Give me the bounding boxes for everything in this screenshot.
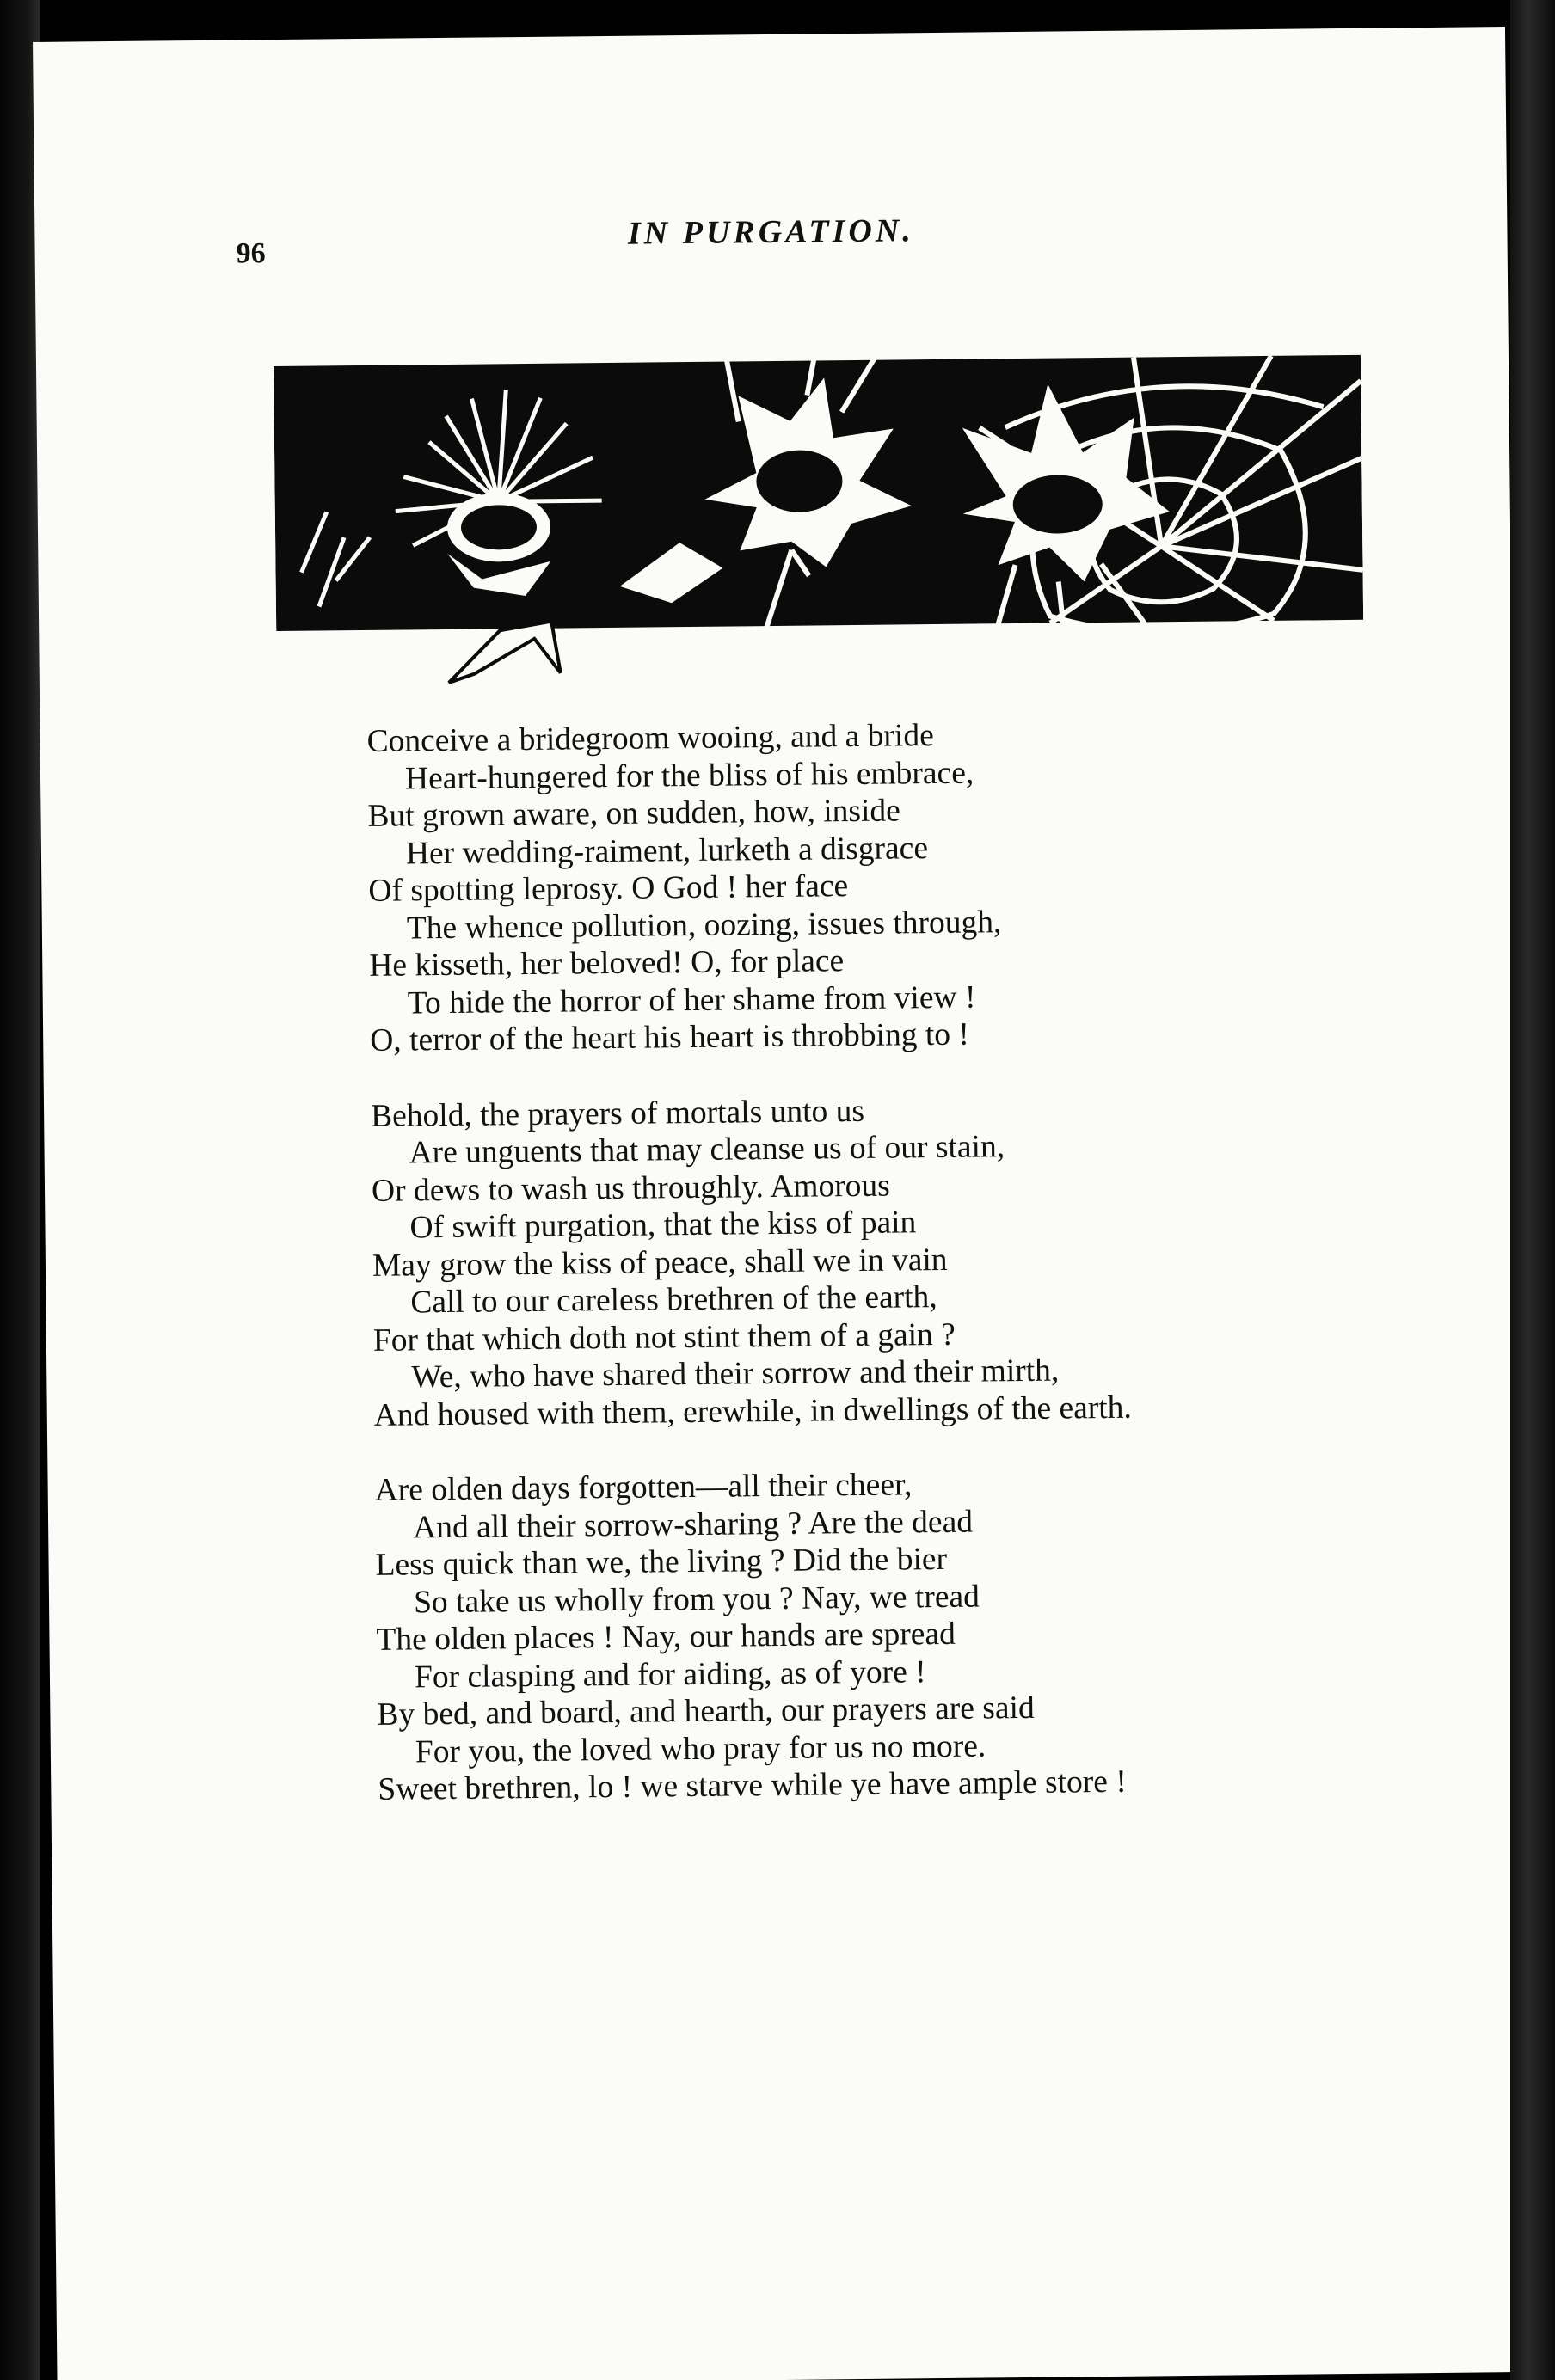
page-left-shadow	[0, 0, 40, 2380]
poem-line: O, terror of the heart his heart is throbbing to !	[370, 1016, 970, 1058]
poem-stanza	[366, 712, 1402, 1059]
poem-line: But grown aware, on sudden, how, inside	[367, 793, 901, 834]
thistle-woodcut-icon	[273, 286, 1364, 693]
poem-line: He kisseth, her beloved! O, for place	[369, 943, 845, 984]
poem-line: For you, the loved who pray for us no more.	[415, 1727, 986, 1770]
book-spine-shadow	[1510, 0, 1555, 2380]
poem-line: The whence pollution, oozing, issues through,	[406, 904, 1002, 946]
page-number: 96	[236, 237, 266, 270]
poem-line: Or dews to wash us throughly. Amorous	[371, 1168, 890, 1209]
poem-line: Are olden days forgotten—all their cheer,	[374, 1467, 913, 1508]
poem-line: For that which doth not stint them of a gain ?	[372, 1316, 956, 1359]
book-page	[33, 27, 1529, 2380]
poem-stanza	[371, 1087, 1406, 1434]
poem-line: Sweet brethren, lo ! we starve while ye have ample store !	[378, 1764, 1128, 1807]
poem-line: Of swift purgation, that the kiss of pain	[409, 1205, 917, 1246]
poem-line: And all their sorrow-sharing ? Are the dead	[412, 1504, 974, 1545]
poem-stanza	[374, 1461, 1410, 1808]
poem-line: Of spotting leprosy. O God ! her face	[368, 868, 849, 909]
poem-body	[366, 712, 1411, 1846]
poem-line: Her wedding-raiment, lurketh a disgrace	[405, 830, 929, 871]
poem-line: May grow the kiss of peace, shall we in vain	[372, 1242, 948, 1284]
poem-line: Less quick than we, the living ? Did the bier	[375, 1541, 948, 1583]
poem-line: Call to our careless brethren of the earth,	[410, 1279, 937, 1321]
poem-line: By bed, and board, and hearth, our prayers are said	[377, 1690, 1035, 1733]
poem-line: Behold, the prayers of mortals unto us	[370, 1093, 865, 1134]
poem-line: Heart-hungered for the bliss of his embrace,	[404, 755, 974, 796]
poem-line: For clasping and for aiding, as of yore !	[414, 1653, 926, 1695]
poem-line: Conceive a bridegroom wooing, and a bride	[366, 718, 934, 759]
poem-line: And housed with them, erewhile, in dwellings of the earth.	[373, 1389, 1133, 1433]
poem-line: To hide the horror of her shame from view !	[407, 979, 976, 1021]
poem-line: Are unguents that may cleanse us of our stain,	[409, 1129, 1005, 1171]
running-head	[34, 200, 1507, 270]
poem-line: So take us wholly from you ? Nay, we tread	[413, 1579, 980, 1620]
poem-line: We, who have shared their sorrow and their mirth,	[411, 1353, 1060, 1395]
running-title: IN PURGATION.	[627, 212, 915, 252]
poem-line: The olden places ! Nay, our hands are spread	[376, 1616, 956, 1658]
